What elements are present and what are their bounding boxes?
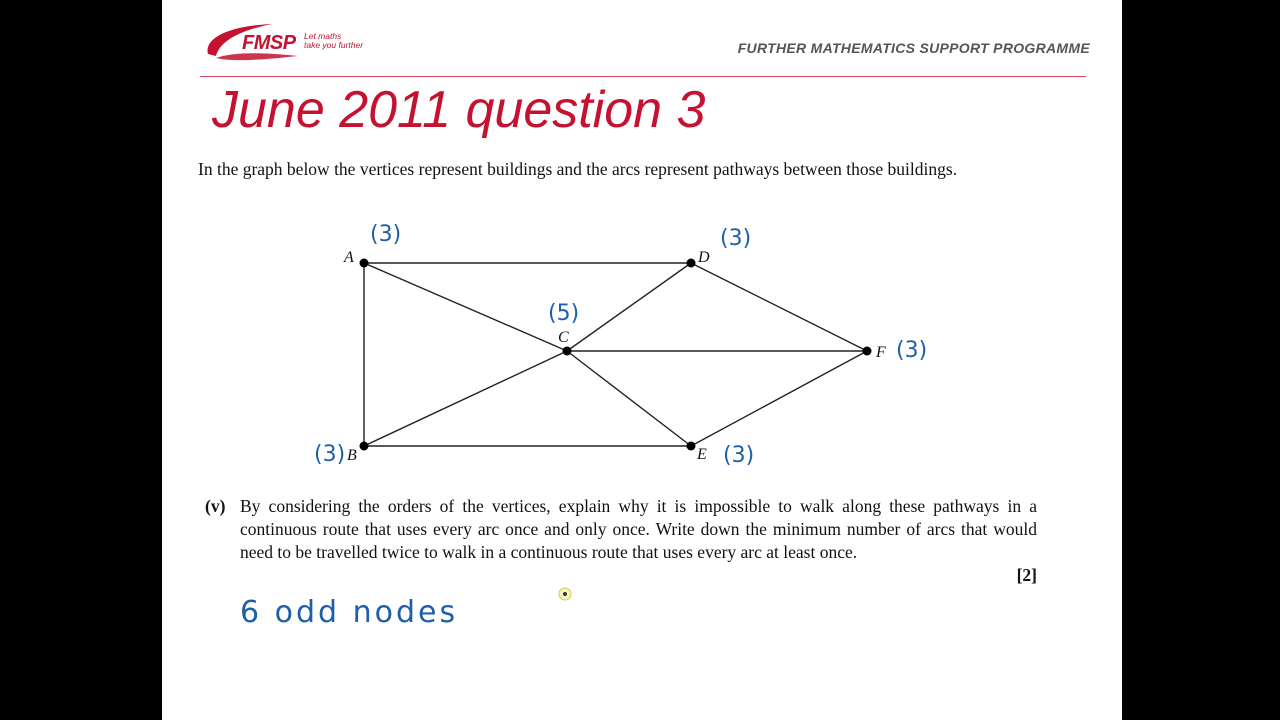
question-number: (v) [205, 496, 226, 516]
vertex-b [360, 442, 369, 451]
vertex-e [687, 442, 696, 451]
graph-edges [364, 263, 867, 446]
edge-a-c [364, 263, 567, 351]
edge-c-d [567, 263, 691, 351]
order-note-a: (3) [370, 222, 402, 247]
cursor-pointer-icon [559, 588, 571, 600]
logo-tagline-line2: take you further [304, 40, 364, 50]
edge-d-f [691, 263, 867, 351]
logo-tagline-line1: Let maths [304, 31, 342, 41]
order-note-c: (5) [548, 301, 580, 326]
intro-text: In the graph below the vertices represent buildings and the arcs represent pathways between those buildings. [198, 159, 958, 179]
handwritten-answer: 6 odd nodes [240, 595, 459, 630]
order-note-e: (3) [723, 443, 755, 468]
vertex-label-c: C [558, 329, 569, 346]
vertex-label-f: F [876, 344, 886, 361]
vertex-f [863, 347, 872, 356]
graph-vertices [360, 259, 872, 451]
question-text: By considering the orders of the vertices, explain why it is impossible to walk along these pathways in a continuous route that uses every arc once and only once. Write down the minimum number of arcs that would need to be travelled twice to walk in a continuous route that uses every arc at least once. [240, 496, 1037, 562]
program-name: FURTHER MATHEMATICS SUPPORT PROGRAMME [737, 40, 1090, 56]
vertex-label-e: E [697, 446, 707, 463]
question-marks: [2] [1016, 565, 1037, 585]
vertex-label-d: D [698, 249, 710, 266]
vertex-d [687, 259, 696, 268]
order-note-d: (3) [720, 226, 752, 251]
edge-e-f [691, 351, 867, 446]
vertex-label-a: A [344, 249, 354, 266]
logo-text: FMSP [242, 32, 296, 54]
vertex-c [563, 347, 572, 356]
edge-c-e [567, 351, 691, 446]
vertex-label-b: B [347, 447, 357, 464]
order-note-b: (3) [314, 442, 346, 467]
edge-b-c [364, 351, 567, 446]
order-note-f: (3) [896, 338, 928, 363]
vertex-a [360, 259, 369, 268]
network-graph [162, 0, 1122, 720]
slide-title: June 2011 question 3 [212, 81, 706, 139]
slide [162, 0, 1122, 720]
